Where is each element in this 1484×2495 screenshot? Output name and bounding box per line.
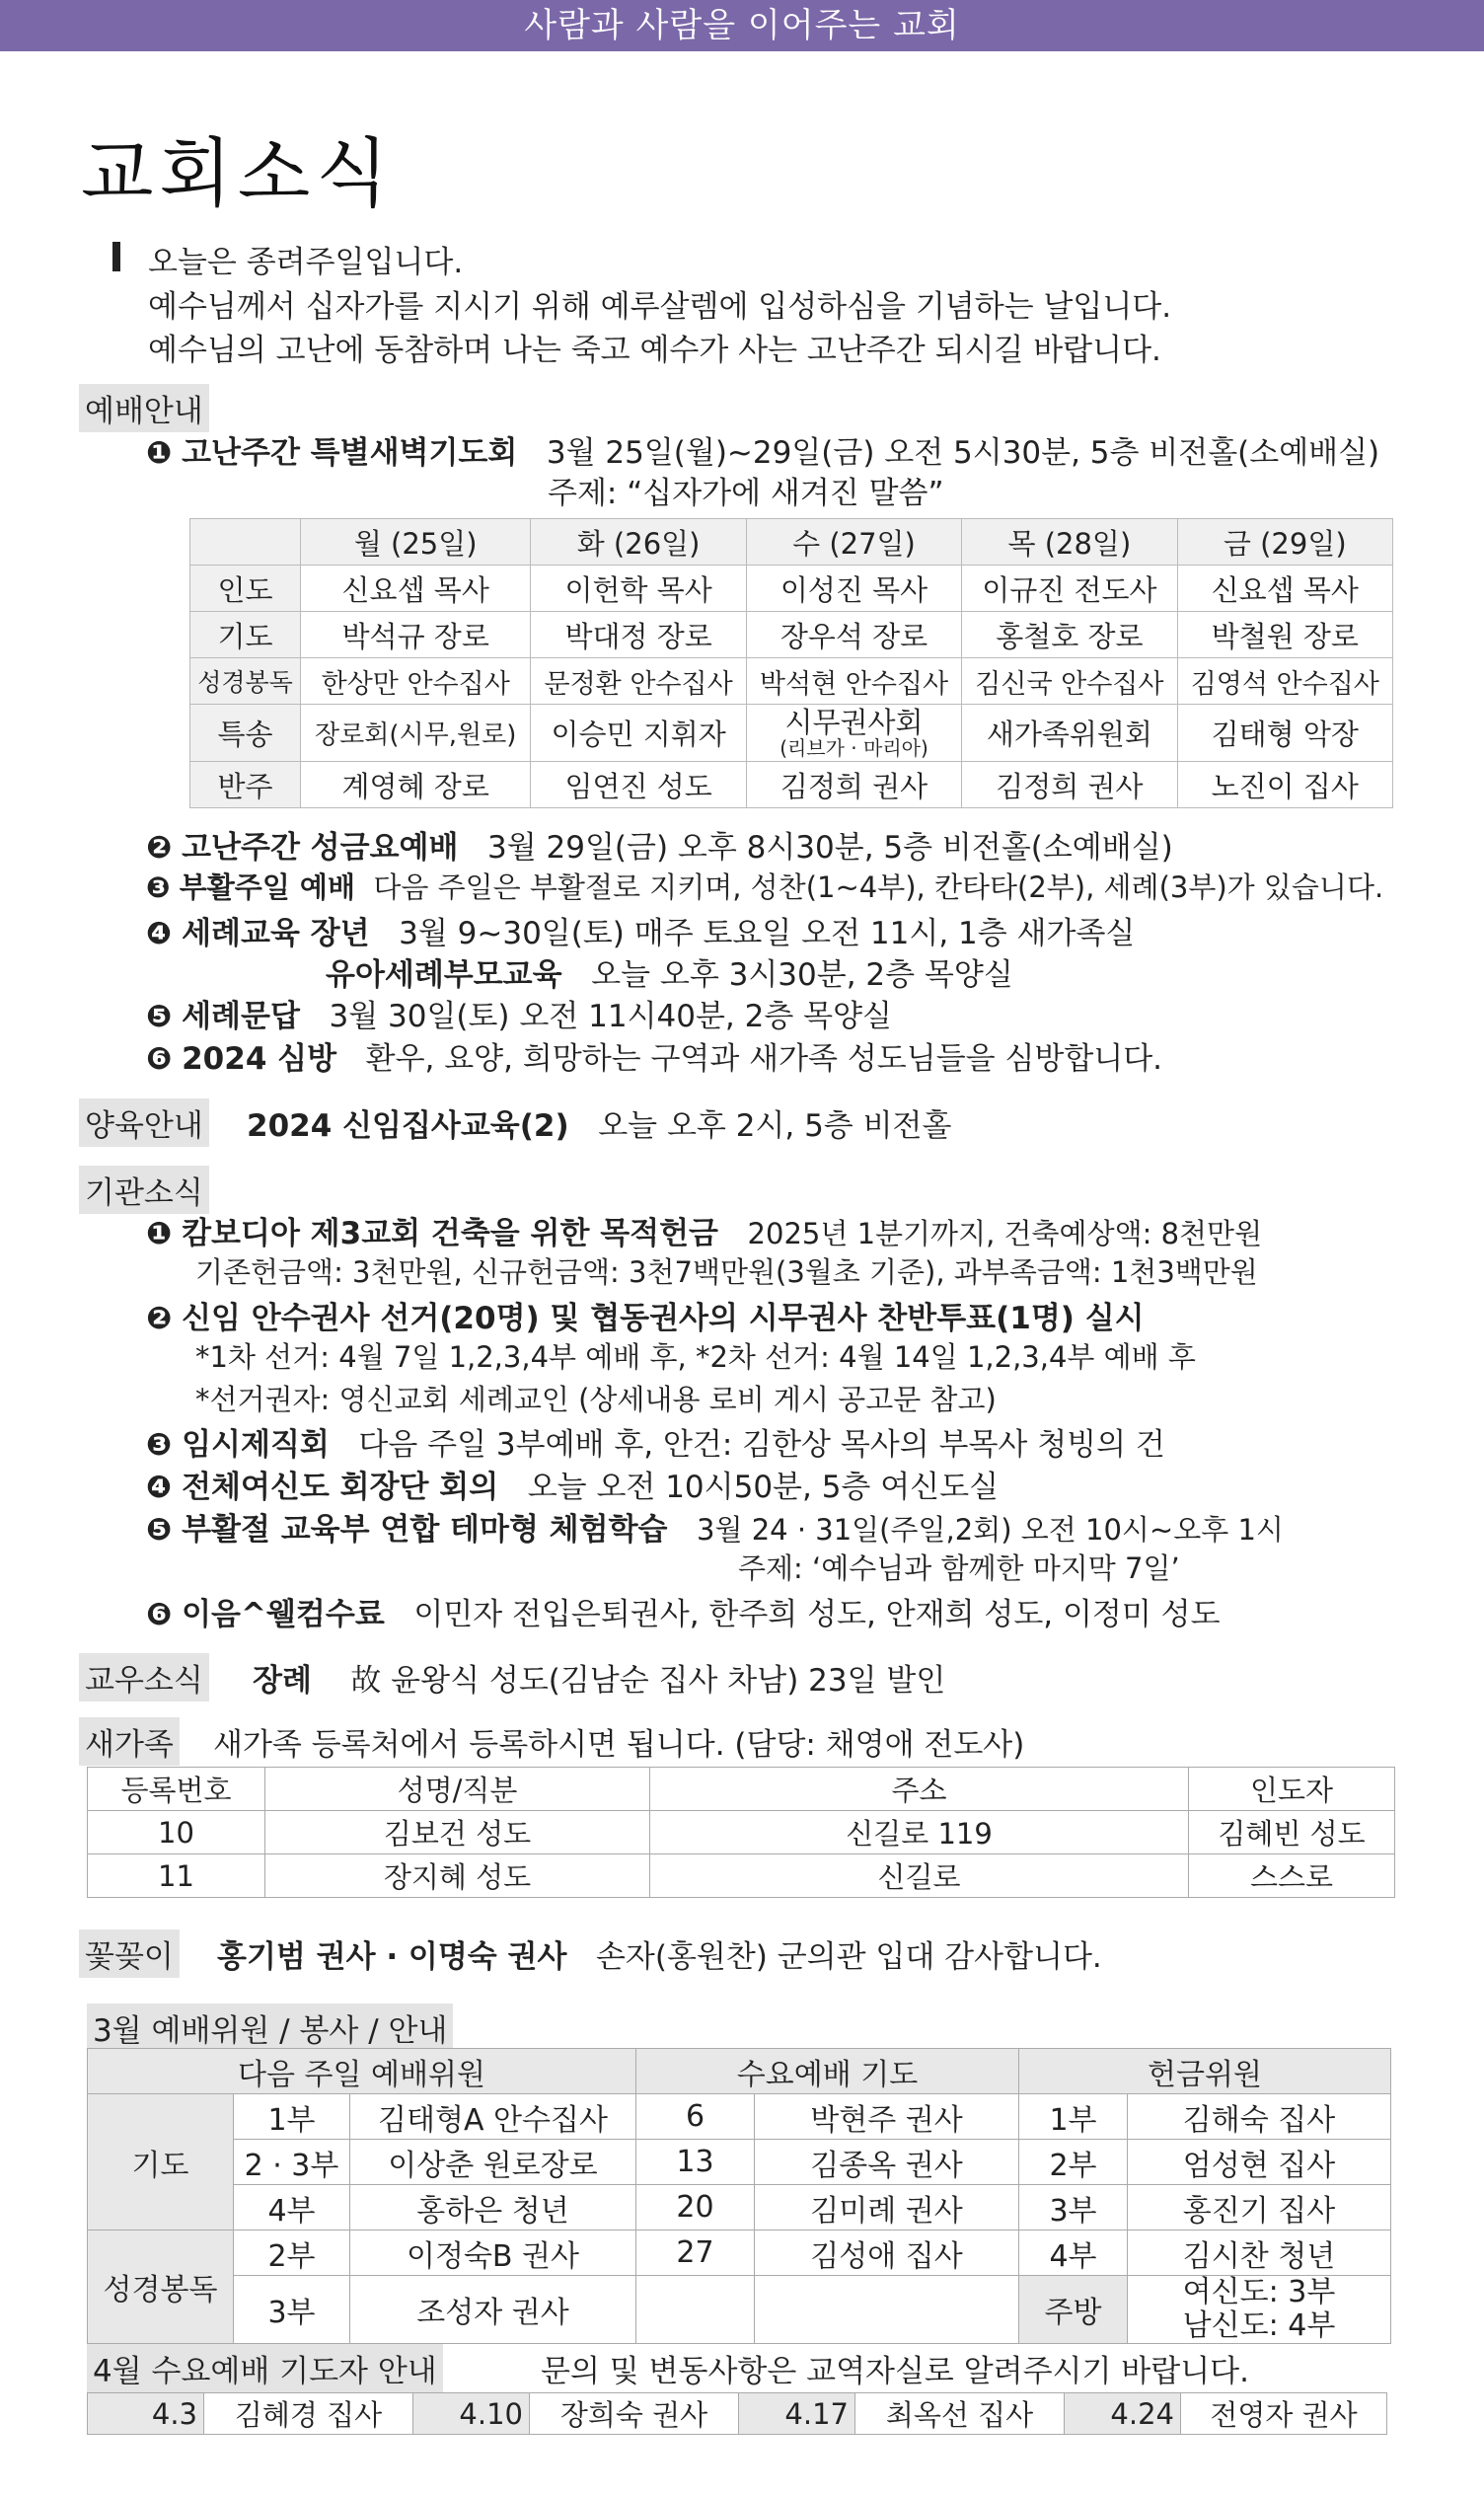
item-title: 캄보디아 제3교회 건축을 위한 목적헌금: [182, 1216, 718, 1251]
table-header: 인도자: [1189, 1768, 1395, 1811]
item-number: ❷: [146, 1301, 173, 1336]
table-cell: 홍철호 장로: [962, 612, 1177, 658]
intro-line: 예수님께서 십자가를 지시기 위해 예루살렘에 입성하심을 기념하는 날입니다.: [148, 289, 1172, 325]
table-cell: 2 · 3부: [234, 2140, 350, 2185]
table-cell: 김미례 권사: [755, 2185, 1019, 2230]
intro-line: 예수님의 고난에 동참하며 나는 죽고 예수가 사는 고난주간 되시길 바랍니다.: [148, 333, 1161, 368]
table-cell: 김해숙 집사: [1128, 2094, 1391, 2140]
table-header: 다음 주일 예배위원: [88, 2049, 636, 2094]
table-cell: 4부: [234, 2185, 350, 2230]
org-item: [146, 1589, 1221, 1633]
table-cell: 3부: [1019, 2185, 1128, 2230]
table-header: 월 (25일): [301, 519, 531, 566]
item-detail: 손자(홍원찬) 군의관 입대 감사합니다.: [595, 1939, 1102, 1975]
item-detail: 3월 30일(토) 오전 11시40분, 2층 목양실: [329, 999, 892, 1034]
table-cell: 신길로: [650, 1854, 1189, 1898]
item-number: ❹: [146, 916, 173, 951]
item-title: 전체여신도 회장단 회의: [182, 1470, 499, 1505]
item-number: ❷: [146, 830, 173, 866]
item-detail: 故 윤왕식 성도(김남순 집사 차남) 23일 발인: [350, 1663, 946, 1699]
item-detail: 오늘 오후 3시30분, 2층 목양실: [591, 957, 1013, 993]
table-cell: 이승민 지휘자: [531, 705, 746, 762]
section-tag-org: 기관소식: [79, 1166, 209, 1214]
item-theme: 주제: ‘예수님과 함께한 마지막 7일’: [738, 1551, 1180, 1585]
table-cell: 박현주 권사: [755, 2094, 1019, 2140]
org-item: [146, 1419, 1165, 1464]
section-tag-training: 양육안내: [79, 1098, 209, 1147]
newfamily-detail: 새가족 등록처에서 등록하시면 됩니다. (담당: 채영애 전도사): [213, 1727, 1025, 1763]
item-title: 세례문답: [182, 999, 300, 1034]
table-cell: 김종옥 권사: [755, 2140, 1019, 2185]
table-cell: 신길로 119: [650, 1811, 1189, 1854]
table-cell: 홍하은 청년: [350, 2185, 636, 2230]
table-cell: 27: [636, 2230, 755, 2276]
table-header: 등록번호: [88, 1768, 265, 1811]
table-cell: 한상만 안수집사: [301, 658, 531, 705]
table-row: [190, 762, 1393, 808]
row-label-kitchen: 주방: [1019, 2276, 1128, 2344]
table-row: [88, 2230, 1391, 2276]
item-title: 2024 신임집사교육(2): [247, 1108, 569, 1144]
table-cell: 최옥선 집사: [855, 2393, 1065, 2435]
item-detail: 이민자 전입은퇴권사, 한주희 성도, 안재희 성도, 이정미 성도: [413, 1597, 1221, 1632]
table-cell: 새가족위원회: [962, 705, 1177, 762]
table-cell: 박철원 장로: [1177, 612, 1392, 658]
bullet-marker: [112, 242, 120, 271]
org-item: [146, 1504, 1284, 1549]
kitchen-entry: 남신도: 4부: [1182, 2308, 1336, 2343]
table-cell: 2부: [234, 2230, 350, 2276]
special-choir-sub: (리브가 · 마리아): [779, 735, 928, 760]
table-cell: 스스로: [1189, 1854, 1395, 1898]
table-row: [88, 2393, 1387, 2435]
table-cell: 계영혜 장로: [301, 762, 531, 808]
item-number: ❺: [146, 1512, 173, 1548]
table-cell: 김혜경 집사: [204, 2393, 413, 2435]
table-header: 목 (28일): [962, 519, 1177, 566]
worship-item: [146, 1033, 1162, 1078]
table-header: 금 (29일): [1177, 519, 1392, 566]
item-detail: 2025년 1분기까지, 건축예상액: 8천만원: [747, 1217, 1263, 1250]
item-detail: 환우, 요양, 희망하는 구역과 새가족 성도님들을 심방합니다.: [365, 1041, 1163, 1077]
table-cell: 김영석 안수집사: [1177, 658, 1392, 705]
item-number: ❹: [146, 1470, 173, 1505]
table-cell: [746, 705, 961, 762]
org-item: [146, 1208, 1262, 1252]
item-title: 고난주간 성금요예배: [182, 830, 459, 866]
table-cell: 1부: [234, 2094, 350, 2140]
table-row: [190, 566, 1393, 612]
table-cell: 4.17: [739, 2393, 855, 2435]
table-row: [88, 2276, 1391, 2344]
table-cell: 김혜빈 성도: [1189, 1811, 1395, 1854]
table-header: [190, 519, 301, 566]
table-cell: 이헌학 목사: [531, 566, 746, 612]
table-cell: 김정희 권사: [962, 762, 1177, 808]
item-detail: 오늘 오후 2시, 5층 비전홀: [598, 1108, 952, 1144]
table-cell: 성경봉독: [190, 658, 301, 705]
kitchen-entry: 여신도: 3부: [1182, 2275, 1336, 2309]
table-cell: 4부: [1019, 2230, 1128, 2276]
item-number: ❶: [146, 1216, 173, 1251]
table-row: [88, 1854, 1395, 1898]
table-cell: 신요셉 목사: [301, 566, 531, 612]
header-banner: 사람과 사람을 이어주는 교회: [0, 0, 1484, 51]
table-cell: 반주: [190, 762, 301, 808]
item-title: 장례: [253, 1663, 312, 1699]
worship-item: [146, 822, 1173, 867]
item-detail: 3월 25일(월)~29일(금) 오전 5시30분, 5층 비전홀(소예배실): [546, 435, 1380, 471]
item-number: ❸: [146, 1427, 173, 1463]
org-line: 기존헌금액: 3천만원, 신규헌금액: 3천7백만원(3월초 기준), 과부족금액: 1천3백만원: [195, 1255, 1258, 1289]
table-cell: 11: [88, 1854, 265, 1898]
table-cell: 4.24: [1065, 2393, 1181, 2435]
item-title: 2024 심방: [182, 1041, 337, 1077]
table-cell: 2부: [1019, 2140, 1128, 2185]
newfamily-table: [87, 1767, 1395, 1898]
table-cell: 김신국 안수집사: [962, 658, 1177, 705]
table-cell: 조성자 권사: [350, 2276, 636, 2344]
table-cell: 이성진 목사: [746, 566, 961, 612]
item-detail: 3월 24 · 31일(주일,2회) 오전 10시~오후 1시: [697, 1513, 1284, 1547]
item-title: 임시제직회: [182, 1427, 330, 1463]
table-cell: 엄성현 집사: [1128, 2140, 1391, 2185]
table-cell: 4.10: [413, 2393, 530, 2435]
flower-item: [217, 1931, 1102, 1976]
table-cell: 4.3: [88, 2393, 204, 2435]
table-cell: 박석현 안수집사: [746, 658, 961, 705]
worship-item: [146, 427, 1379, 472]
table-row: [88, 2140, 1391, 2185]
item-title: 홍기범 권사 · 이명숙 권사: [217, 1939, 567, 1975]
item-number: ❸: [146, 870, 171, 904]
table-header: 성명/직분: [265, 1768, 650, 1811]
item-number: ❻: [146, 1597, 173, 1632]
table-cell: 홍진기 집사: [1128, 2185, 1391, 2230]
item-detail: 다음 주일 3부예배 후, 안건: 김한상 목사의 부목사 청빙의 건: [358, 1427, 1165, 1463]
item-number: ❺: [146, 999, 173, 1034]
item-detail: 3월 9~30일(토) 매주 토요일 오전 11시, 1층 새가족실: [399, 916, 1136, 951]
worship-subitem: [326, 949, 1013, 994]
table-cell: 특송: [190, 705, 301, 762]
section-tag-worship: 예배안내: [79, 384, 209, 432]
item-title: 세례교육 장년: [182, 916, 370, 951]
march-duty-table: [87, 2048, 1391, 2344]
item-title: 부활주일 예배: [179, 870, 355, 904]
table-cell: [1128, 2276, 1391, 2344]
table-cell: 신요셉 목사: [1177, 566, 1392, 612]
april-prayer-table: [87, 2392, 1387, 2435]
section-tag-march: 3월 예배위원 / 봉사 / 안내: [87, 2004, 453, 2052]
table-cell: [755, 2276, 1019, 2344]
table-cell: 장희숙 권사: [530, 2393, 739, 2435]
item-detail: 다음 주일은 부활절로 지키며, 성찬(1~4부), 칸타타(2부), 세례(3부)가 있습니다.: [373, 870, 1384, 904]
table-row: [190, 612, 1393, 658]
item-title: 부활절 교육부 연합 테마형 체험학습: [182, 1512, 668, 1548]
worship-item: [146, 908, 1135, 952]
item-theme: 주제: “십자가에 새겨진 말씀”: [548, 476, 944, 511]
item-title: 유아세례부모교육: [326, 957, 562, 993]
table-cell: 김보건 성도: [265, 1811, 650, 1854]
section-tag-april: 4월 수요예배 기도자 안내: [87, 2344, 443, 2392]
members-item: [253, 1655, 945, 1700]
table-cell: 10: [88, 1811, 265, 1854]
table-cell: 이정숙B 권사: [350, 2230, 636, 2276]
table-cell: 이상춘 원로장로: [350, 2140, 636, 2185]
table-cell: [636, 2276, 755, 2344]
table-cell: 김시찬 청년: [1128, 2230, 1391, 2276]
table-cell: 노진이 집사: [1177, 762, 1392, 808]
table-header: 화 (26일): [531, 519, 746, 566]
table-cell: 박석규 장로: [301, 612, 531, 658]
table-cell: 김태형 악장: [1177, 705, 1392, 762]
row-label-prayer: 기도: [88, 2094, 234, 2230]
table-header: 수 (27일): [746, 519, 961, 566]
org-item: [146, 1462, 999, 1506]
table-header: 수요예배 기도: [636, 2049, 1019, 2094]
section-tag-newfamily: 새가족: [79, 1717, 180, 1766]
special-choir-name: 시무권사회: [784, 705, 924, 739]
table-cell: 임연진 성도: [531, 762, 746, 808]
table-cell: 3부: [234, 2276, 350, 2344]
table-row: [190, 658, 1393, 705]
table-cell: 13: [636, 2140, 755, 2185]
item-number: ❻: [146, 1041, 173, 1077]
section-tag-flower: 꽃꽂이: [79, 1929, 180, 1978]
worship-item: [146, 991, 892, 1035]
table-cell: 이규진 전도사: [962, 566, 1177, 612]
table-cell: 1부: [1019, 2094, 1128, 2140]
table-cell: 기도: [190, 612, 301, 658]
april-detail: 문의 및 변동사항은 교역자실로 알려주시기 바랍니다.: [541, 2354, 1249, 2389]
table-cell: 전영자 권사: [1181, 2393, 1387, 2435]
row-label-reading: 성경봉독: [88, 2230, 234, 2344]
page-title: 교회소식: [81, 129, 395, 217]
worship-item: [146, 866, 1383, 906]
table-cell: 장지혜 성도: [265, 1854, 650, 1898]
table-cell: 장로회(시무,원로): [301, 705, 531, 762]
table-cell: 박대정 장로: [531, 612, 746, 658]
section-tag-members: 교우소식: [79, 1653, 209, 1701]
intro-heading: 오늘은 종려주일입니다.: [148, 245, 464, 280]
org-line: *1차 선거: 4월 7일 1,2,3,4부 예배 후, *2차 선거: 4월 14일 1,2,3,4부 예배 후: [195, 1340, 1196, 1374]
table-cell: 장우석 장로: [746, 612, 961, 658]
table-header: 헌금위원: [1019, 2049, 1391, 2094]
table-cell: 문정환 안수집사: [531, 658, 746, 705]
item-detail: 오늘 오전 10시50분, 5층 여신도실: [527, 1470, 1000, 1505]
item-detail: 3월 29일(금) 오후 8시30분, 5층 비전홀(소예배실): [486, 830, 1173, 866]
table-row: [88, 1811, 1395, 1854]
org-item: [146, 1293, 1145, 1337]
item-title: 고난주간 특별새벽기도회: [182, 435, 518, 471]
item-title: 신임 안수권사 선거(20명) 및 협동권사의 시무권사 찬반투표(1명) 실시: [182, 1301, 1145, 1336]
table-header: 주소: [650, 1768, 1189, 1811]
table-row: [190, 705, 1393, 762]
item-title: 이음^웰컴수료: [182, 1597, 385, 1632]
table-row: [88, 2185, 1391, 2230]
table-cell: 김성애 집사: [755, 2230, 1019, 2276]
training-item: [247, 1100, 951, 1145]
table-cell: 김태형A 안수집사: [350, 2094, 636, 2140]
table-cell: 김정희 권사: [746, 762, 961, 808]
table-cell: 6: [636, 2094, 755, 2140]
table-row: [88, 2094, 1391, 2140]
dawn-prayer-table: [189, 518, 1393, 808]
table-cell: 인도: [190, 566, 301, 612]
table-cell: 20: [636, 2185, 755, 2230]
item-number: ❶: [146, 435, 173, 471]
org-line: *선거권자: 영신교회 세례교인 (상세내용 로비 게시 공고문 참고): [195, 1383, 997, 1416]
